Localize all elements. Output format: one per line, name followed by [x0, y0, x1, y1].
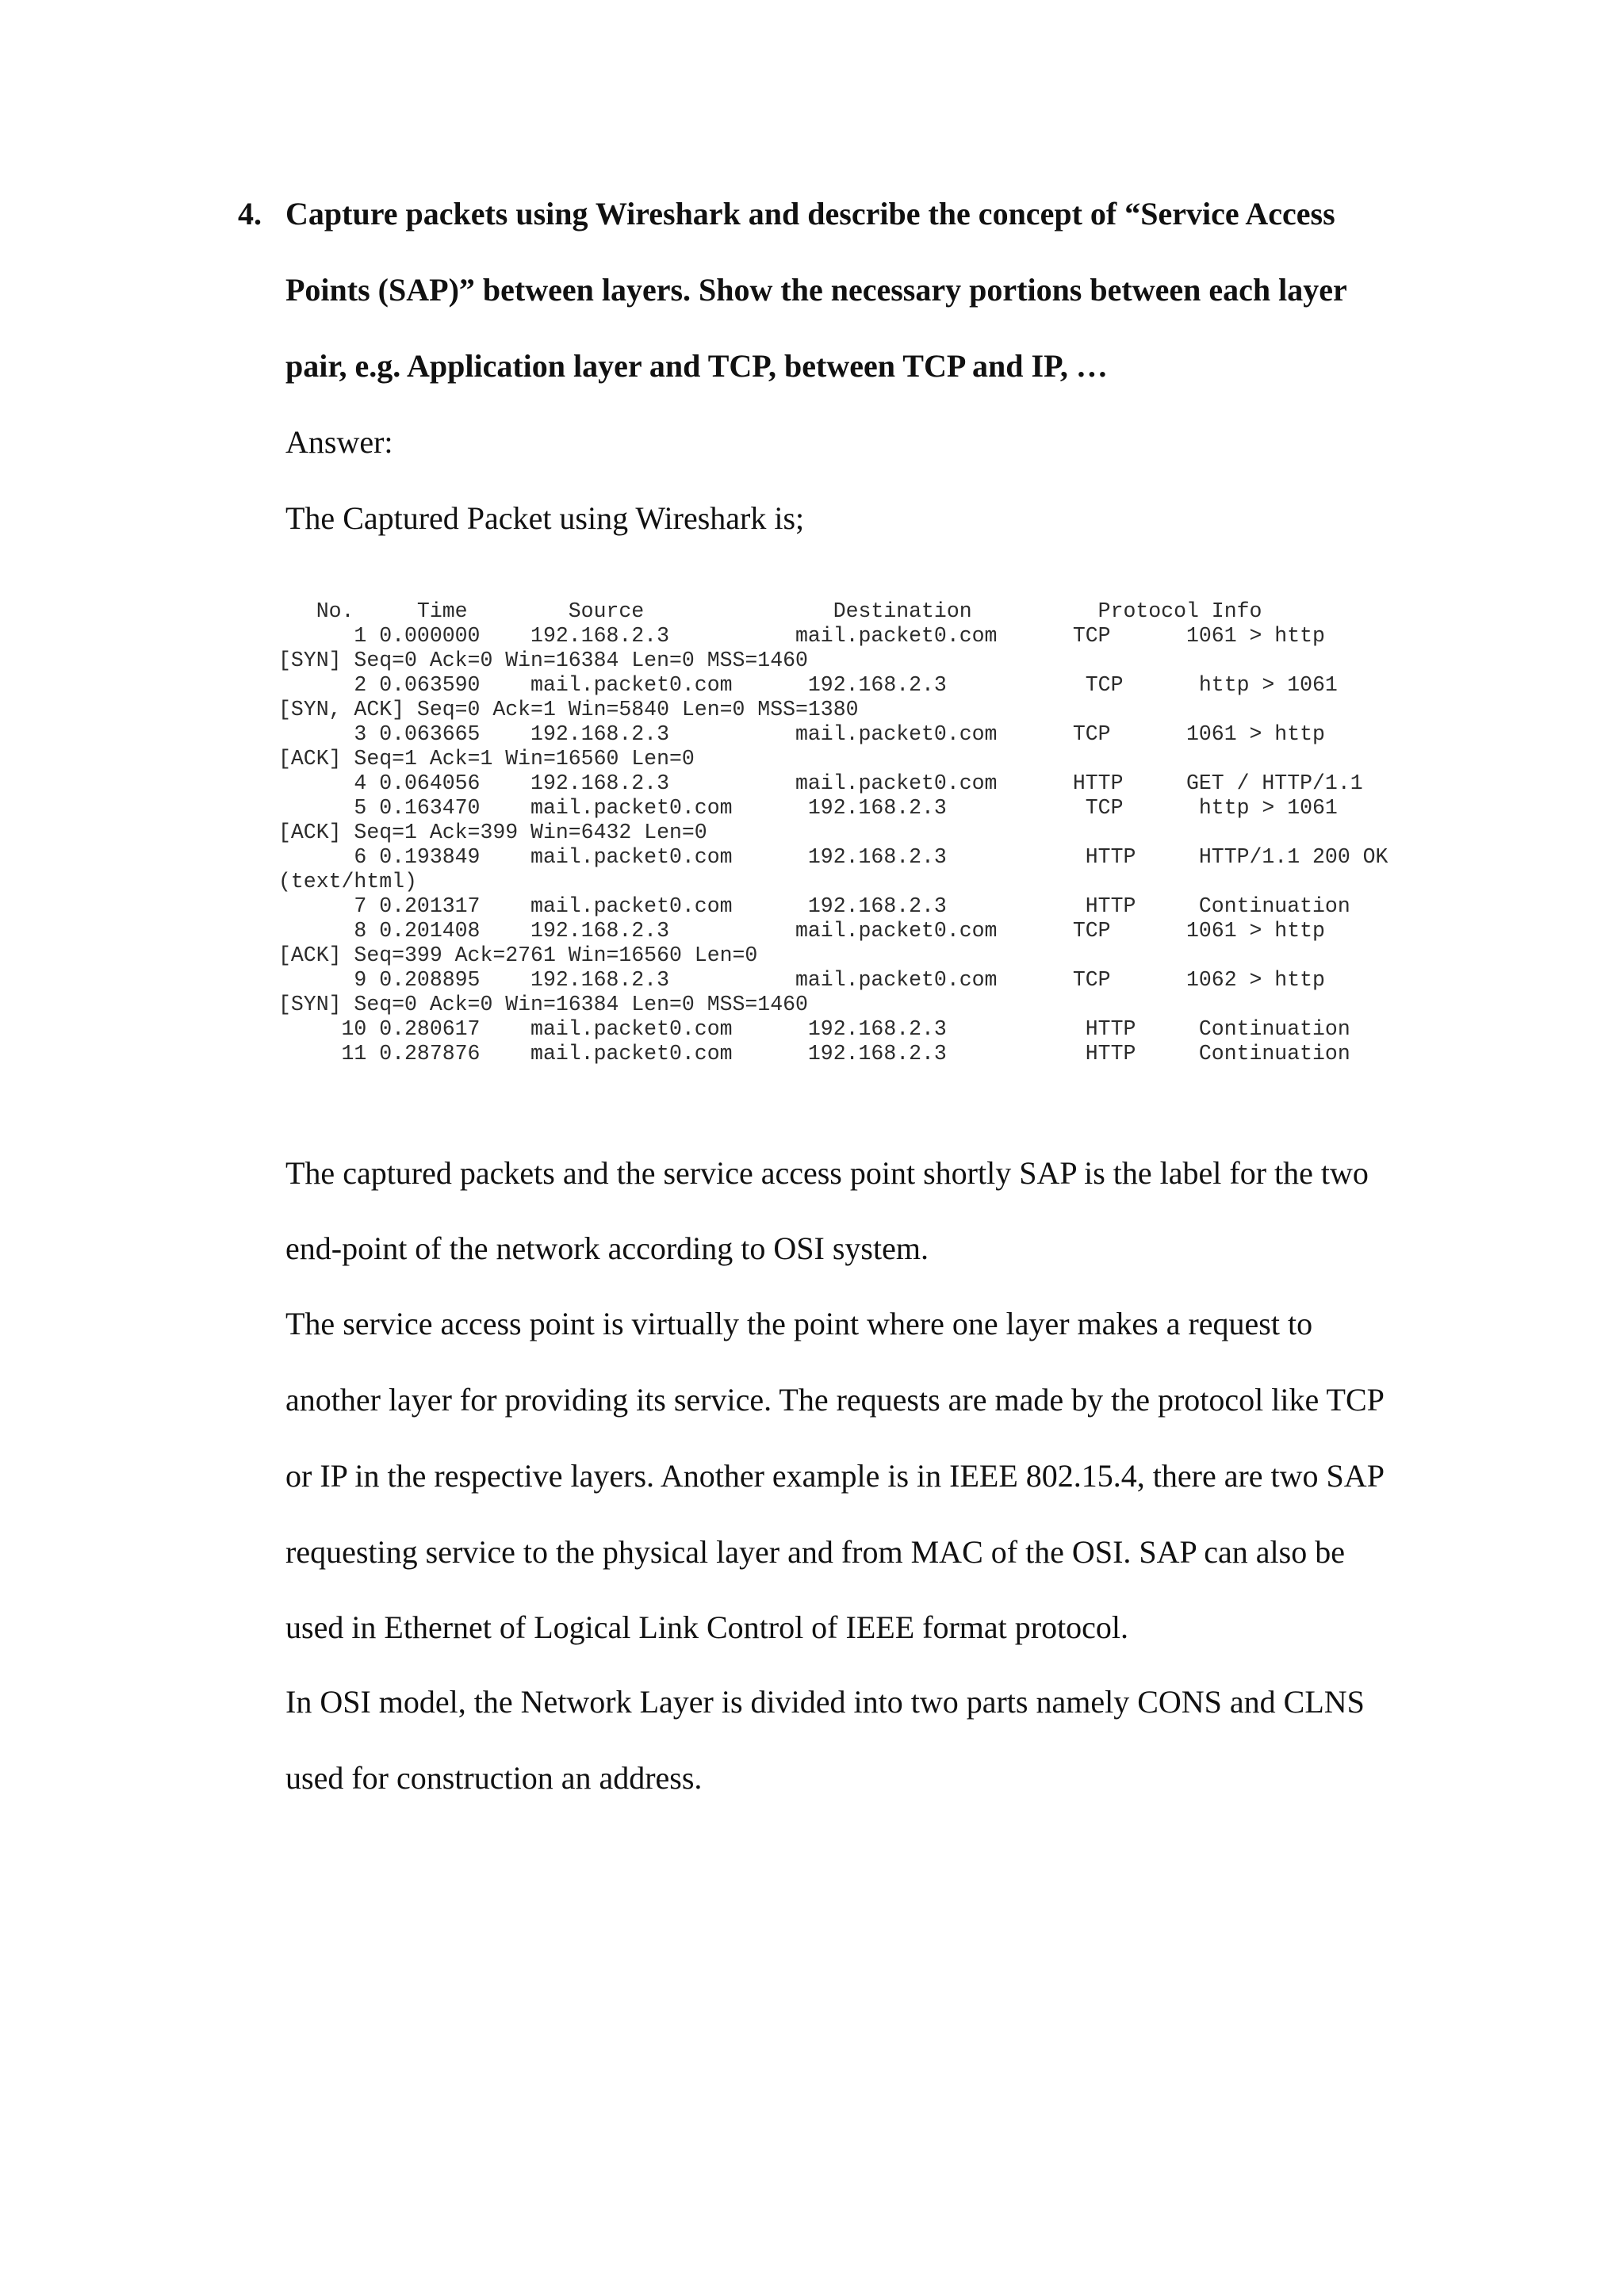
capture-line: [ACK] Seq=1 Ack=399 Win=6432 Len=0	[278, 821, 707, 844]
capture-line: 5 0.163470 mail.packet0.com 192.168.2.3 TCP http > 1061	[278, 796, 1338, 820]
paragraph-line-9: used for construction an address.	[285, 1760, 703, 1796]
answer-label: Answer:	[285, 424, 393, 460]
capture-header: No. Time Source Destination Protocol Info	[278, 599, 1262, 623]
question-line-3: pair, e.g. Application layer and TCP, between TCP and IP, …	[285, 348, 1108, 384]
capture-line: 1 0.000000 192.168.2.3 mail.packet0.com TCP 1061 > http	[278, 624, 1325, 648]
capture-line: [SYN] Seq=0 Ack=0 Win=16384 Len=0 MSS=1460	[278, 993, 808, 1016]
captured-intro: The Captured Packet using Wireshark is;	[285, 500, 805, 536]
capture-line: 11 0.287876 mail.packet0.com 192.168.2.3 HTTP Continuation	[278, 1042, 1350, 1066]
capture-line: 8 0.201408 192.168.2.3 mail.packet0.com TCP 1061 > http	[278, 919, 1325, 943]
capture-line: [ACK] Seq=1 Ack=1 Win=16560 Len=0	[278, 747, 695, 771]
paragraph-line-2: end-point of the network according to OSI system.	[285, 1230, 929, 1266]
packet-capture-listing	[278, 599, 1388, 1066]
capture-line: [SYN] Seq=0 Ack=0 Win=16384 Len=0 MSS=1460	[278, 649, 808, 672]
paragraph-line-1: The captured packets and the service access point shortly SAP is the label for the two	[285, 1155, 1369, 1191]
capture-line: [ACK] Seq=399 Ack=2761 Win=16560 Len=0	[278, 943, 758, 967]
paragraph-line-5: or IP in the respective layers. Another example is in IEEE 802.15.4, there are two SAP	[285, 1458, 1385, 1494]
paragraph-line-3: The service access point is virtually the point where one layer makes a request to	[285, 1306, 1313, 1341]
paragraph-line-8: In OSI model, the Network Layer is divided into two parts namely CONS and CLNS	[285, 1684, 1365, 1720]
paragraph-line-7: used in Ethernet of Logical Link Control of IEEE format protocol.	[285, 1609, 1129, 1645]
capture-line: 6 0.193849 mail.packet0.com 192.168.2.3 HTTP HTTP/1.1 200 OK	[278, 845, 1388, 869]
question-number: 4.	[238, 196, 262, 232]
question-line-1: Capture packets using Wireshark and describe the concept of “Service Access	[285, 196, 1335, 232]
capture-line: 4 0.064056 192.168.2.3 mail.packet0.com HTTP GET / HTTP/1.1	[278, 771, 1363, 795]
question-line-2: Points (SAP)” between layers. Show the necessary portions between each layer	[285, 272, 1347, 308]
capture-line: [SYN, ACK] Seq=0 Ack=1 Win=5840 Len=0 MSS=1380	[278, 698, 859, 721]
capture-line: 10 0.280617 mail.packet0.com 192.168.2.3 HTTP Continuation	[278, 1017, 1350, 1041]
capture-line: 9 0.208895 192.168.2.3 mail.packet0.com TCP 1062 > http	[278, 968, 1325, 992]
paragraph-line-4: another layer for providing its service. The requests are made by the protocol like TCP	[285, 1382, 1385, 1418]
capture-line: 3 0.063665 192.168.2.3 mail.packet0.com TCP 1061 > http	[278, 722, 1325, 746]
capture-line: (text/html)	[278, 870, 417, 894]
capture-line: 2 0.063590 mail.packet0.com 192.168.2.3 TCP http > 1061	[278, 673, 1338, 697]
paragraph-line-6: requesting service to the physical layer and from MAC of the OSI. SAP can also be	[285, 1534, 1345, 1570]
capture-line: 7 0.201317 mail.packet0.com 192.168.2.3 HTTP Continuation	[278, 894, 1350, 918]
